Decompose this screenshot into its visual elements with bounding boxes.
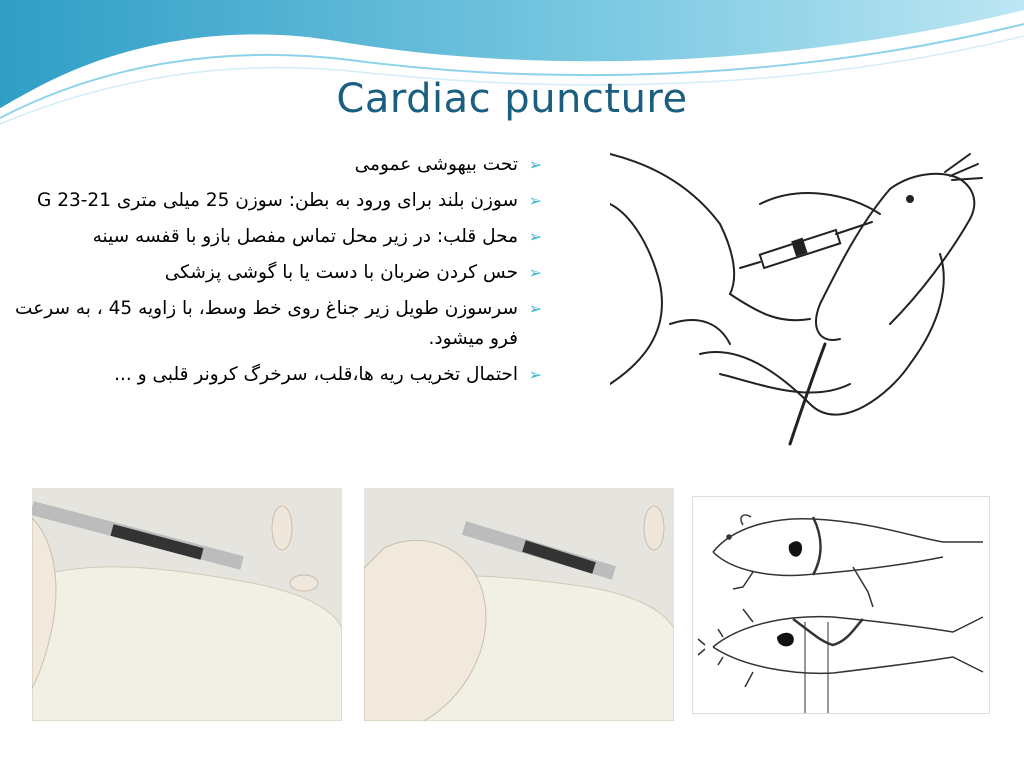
bullet-item: ➢ تحت بیهوشی عمومی	[6, 150, 546, 180]
arrow-bullet-icon: ➢	[528, 191, 542, 210]
bullet-item: ➢ سوزن بلند برای ورود به بطن: سوزن 25 میلی متری 21-23 G	[6, 186, 546, 216]
bullet-item: ➢ احتمال تخریب ریه ها،قلب، سرخرگ کرونر قلبی و ...	[6, 360, 546, 390]
arrow-bullet-icon: ➢	[528, 263, 542, 282]
arrow-bullet-icon: ➢	[528, 299, 542, 318]
bullet-item: ➢ سرسوزن طویل زیر جناغ روی خط وسط، با زاویه 45 ، به سرعت فرو میشود.	[6, 294, 546, 354]
rat-heart-location-diagram	[692, 496, 990, 714]
rat-cardiac-puncture-photo-2	[364, 488, 674, 721]
bullet-item: ➢ حس کردن ضربان با دست یا با گوشی پزشکی	[6, 258, 546, 288]
arrow-bullet-icon: ➢	[528, 155, 542, 174]
rat-cardiac-puncture-photo-1	[32, 488, 342, 721]
arrow-bullet-icon: ➢	[528, 227, 542, 246]
bullet-item: ➢ محل قلب: در زیر محل تماس مفصل بازو با قفسه سینه	[6, 222, 546, 252]
slide-title: Cardiac puncture	[336, 76, 688, 122]
hand-holding-rat-drawing	[610, 144, 986, 466]
arrow-bullet-icon: ➢	[528, 365, 542, 384]
bullet-list	[6, 150, 546, 396]
